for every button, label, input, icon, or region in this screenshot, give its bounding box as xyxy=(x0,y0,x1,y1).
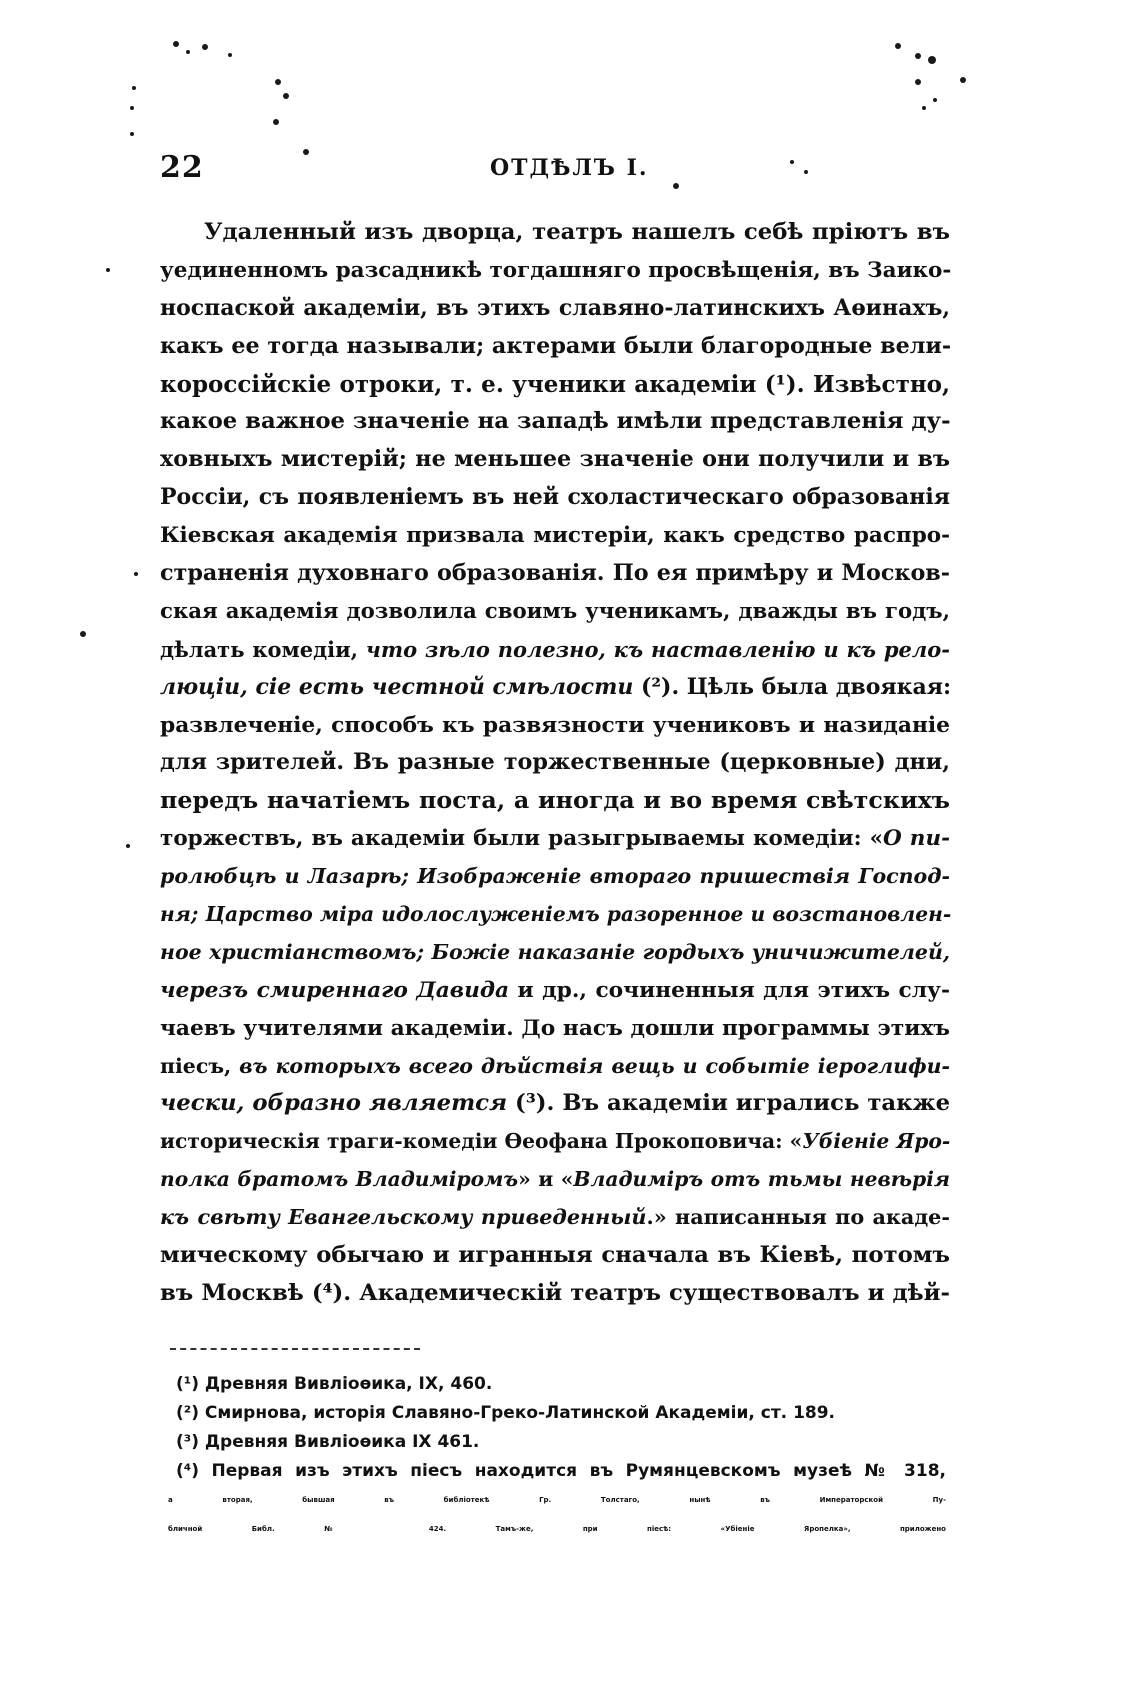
text-line xyxy=(160,1275,950,1313)
text-line xyxy=(160,366,950,404)
italic-run: чески, образно является xyxy=(160,1090,508,1117)
italic-run: Владиміръ отъ тьмы невѣрія xyxy=(573,1167,951,1192)
text-run: для зрителей. Въ разные торжественные (церковные) дни, xyxy=(160,749,950,776)
text-run: .» написанныя по акаде- xyxy=(646,1205,950,1230)
text-run: Россіи, съ появленіемъ въ ней схоластическаго образованія xyxy=(160,484,950,511)
scan-speck xyxy=(186,50,190,54)
text-line xyxy=(160,290,950,328)
text-run: піесъ, xyxy=(160,1053,240,1078)
text-run: дѣлать комедіи, xyxy=(160,636,366,662)
text-line xyxy=(160,1199,950,1237)
text-run: уединенномъ разсадникѣ тогдашняго просвѣщенія, въ Заико- xyxy=(160,257,952,283)
text-run: мическому обычаю и игранныя сначала въ Кіевѣ, потомъ xyxy=(160,1242,950,1269)
scan-speck xyxy=(933,98,937,102)
text-run: какое важное значеніе на западѣ имѣли представленія ду- xyxy=(160,408,951,435)
footnote-4-continuation: бличной Библ. № 424. Тамъ-же, при піесѣ: «Убіеніе Яропелка», приложено xyxy=(168,1525,946,1533)
text-run: развлеченіе, способъ къ развязности учениковъ и назиданіе xyxy=(160,712,950,738)
text-line xyxy=(160,820,950,858)
text-line xyxy=(160,1010,950,1048)
italic-run: къ свѣту Евангельскому приведенный xyxy=(160,1205,647,1230)
text-line xyxy=(160,707,950,745)
text-line xyxy=(160,669,950,707)
scan-speck xyxy=(80,631,86,637)
text-line xyxy=(160,441,950,479)
scan-speck xyxy=(126,844,130,848)
italic-run: ролюбцѣ и Лазарѣ; Изображеніе втораго пришествія Господ- xyxy=(160,864,950,889)
text-run: (³). Въ академіи игрались также xyxy=(507,1090,951,1117)
scan-speck xyxy=(228,53,232,57)
text-line xyxy=(160,593,950,631)
page-header xyxy=(160,150,950,190)
text-run: (²). Цѣль была двоякая: xyxy=(633,673,952,700)
footnote-4: (⁴) Первая изъ этихъ піесъ находится въ Румянцевскомъ музеѣ № 318, xyxy=(176,1461,946,1481)
text-line xyxy=(160,1161,950,1199)
text-line xyxy=(160,252,950,290)
scan-speck xyxy=(915,79,921,85)
text-run: передъ начатіемъ поста, а иногда и во время свѣтскихъ xyxy=(160,786,950,815)
text-run: чаевъ учителями академіи. До насъ дошли программы этихъ xyxy=(160,1015,950,1041)
text-run: ская академія дозволила своимъ ученикамъ, дважды въ годъ, xyxy=(160,598,950,624)
scan-speck xyxy=(106,268,110,272)
scan-speck xyxy=(895,43,901,49)
text-line xyxy=(160,858,950,896)
italic-run: что зѣло полезно, къ наставленію и къ рело- xyxy=(365,636,950,662)
italic-run: черезъ смиреннаго Давида xyxy=(160,977,510,1003)
scan-speck xyxy=(130,132,134,136)
text-run: » и « xyxy=(518,1167,574,1192)
text-run: и др., сочиненныя для этихъ слу- xyxy=(509,977,950,1003)
text-line xyxy=(160,1048,950,1086)
text-line xyxy=(160,896,950,934)
scan-speck xyxy=(132,86,136,90)
text-line xyxy=(160,479,950,517)
scan-speck xyxy=(960,77,966,83)
text-run: носпаской академіи, въ этихъ славяно-латинскихъ Аѳинахъ, xyxy=(160,294,950,321)
italic-run: ное христіанствомъ; Божіе наказаніе гордыхъ уничижителей, xyxy=(160,939,950,964)
scan-speck xyxy=(915,53,921,59)
text-line xyxy=(160,631,950,669)
italic-run: ня; Царство міра идолослуженіемъ разоренное и возстановлен- xyxy=(160,902,952,927)
scan-speck xyxy=(202,44,208,50)
text-line xyxy=(160,517,950,555)
text-run: торжествъ, въ академіи были разыгрываемы комедіи: « xyxy=(160,826,884,852)
scan-speck xyxy=(275,79,281,85)
scan-speck xyxy=(928,56,936,64)
text-line xyxy=(160,214,950,252)
text-run: какъ ее тогда называли; актерами были благородные вели- xyxy=(160,332,952,359)
scan-speck xyxy=(134,572,138,576)
text-run: историческія траги-комедіи Ѳеофана Прокоповича: « xyxy=(160,1129,803,1154)
text-run: короссійскіе отроки, т. е. ученики академіи (¹). Извѣстно, xyxy=(160,370,950,398)
text-run: страненія духовнаго образованія. По ея примѣру и Москов- xyxy=(160,560,950,587)
italic-run: полка братомъ Владиміромъ xyxy=(160,1167,519,1192)
text-run: въ Москвѣ (⁴). Академическій театръ существовалъ и дѣй- xyxy=(160,1279,950,1306)
italic-run: въ которыхъ всего дѣйствія вещь и событіе іероглифи- xyxy=(239,1053,950,1078)
section-title: ОТДѢЛЪ I. xyxy=(490,155,649,181)
text-line xyxy=(160,403,950,441)
scan-speck xyxy=(273,119,279,125)
footnote-2: (²) Смирнова, исторія Славяно-Греко-Латинской Академіи, ст. 189. xyxy=(176,1403,836,1423)
scan-speck xyxy=(922,106,926,110)
text-line xyxy=(160,782,950,820)
italic-run: люціи, сіе есть честной смѣлости xyxy=(160,673,634,700)
footnote-3: (³) Древняя Вивліоѳика IX 461. xyxy=(176,1432,480,1452)
scan-speck xyxy=(173,41,179,47)
italic-run: Убіеніе Яро- xyxy=(802,1129,951,1154)
text-line xyxy=(160,1123,950,1161)
text-line xyxy=(160,744,950,782)
text-line xyxy=(160,1085,950,1123)
text-run: ховныхъ мистерій; не меньшее значеніе они получили и въ xyxy=(160,446,950,473)
footnote-4-continuation: а вторая, бывшая въ библіотекѣ Гр. Толстаго, нынѣ въ Императорской Пу- xyxy=(168,1496,946,1504)
text-line xyxy=(160,934,950,972)
text-line xyxy=(160,1237,950,1275)
body-text xyxy=(160,214,950,1313)
italic-run: О пи- xyxy=(883,826,950,852)
text-run: Удаленный изъ дворца, театръ нашелъ себѣ пріютъ въ xyxy=(204,219,950,245)
text-line xyxy=(160,972,950,1010)
scan-speck xyxy=(130,106,134,110)
text-run: Кіевская академія призвала мистеріи, какъ средство распро- xyxy=(160,523,950,549)
text-line xyxy=(160,328,950,366)
text-line xyxy=(160,555,950,593)
scan-speck xyxy=(283,93,289,99)
footnote-divider xyxy=(170,1348,420,1350)
page-number: 22 xyxy=(160,150,204,185)
footnote-1: (¹) Древняя Вивліоѳика, IX, 460. xyxy=(176,1374,493,1394)
footnotes xyxy=(168,1370,946,1544)
